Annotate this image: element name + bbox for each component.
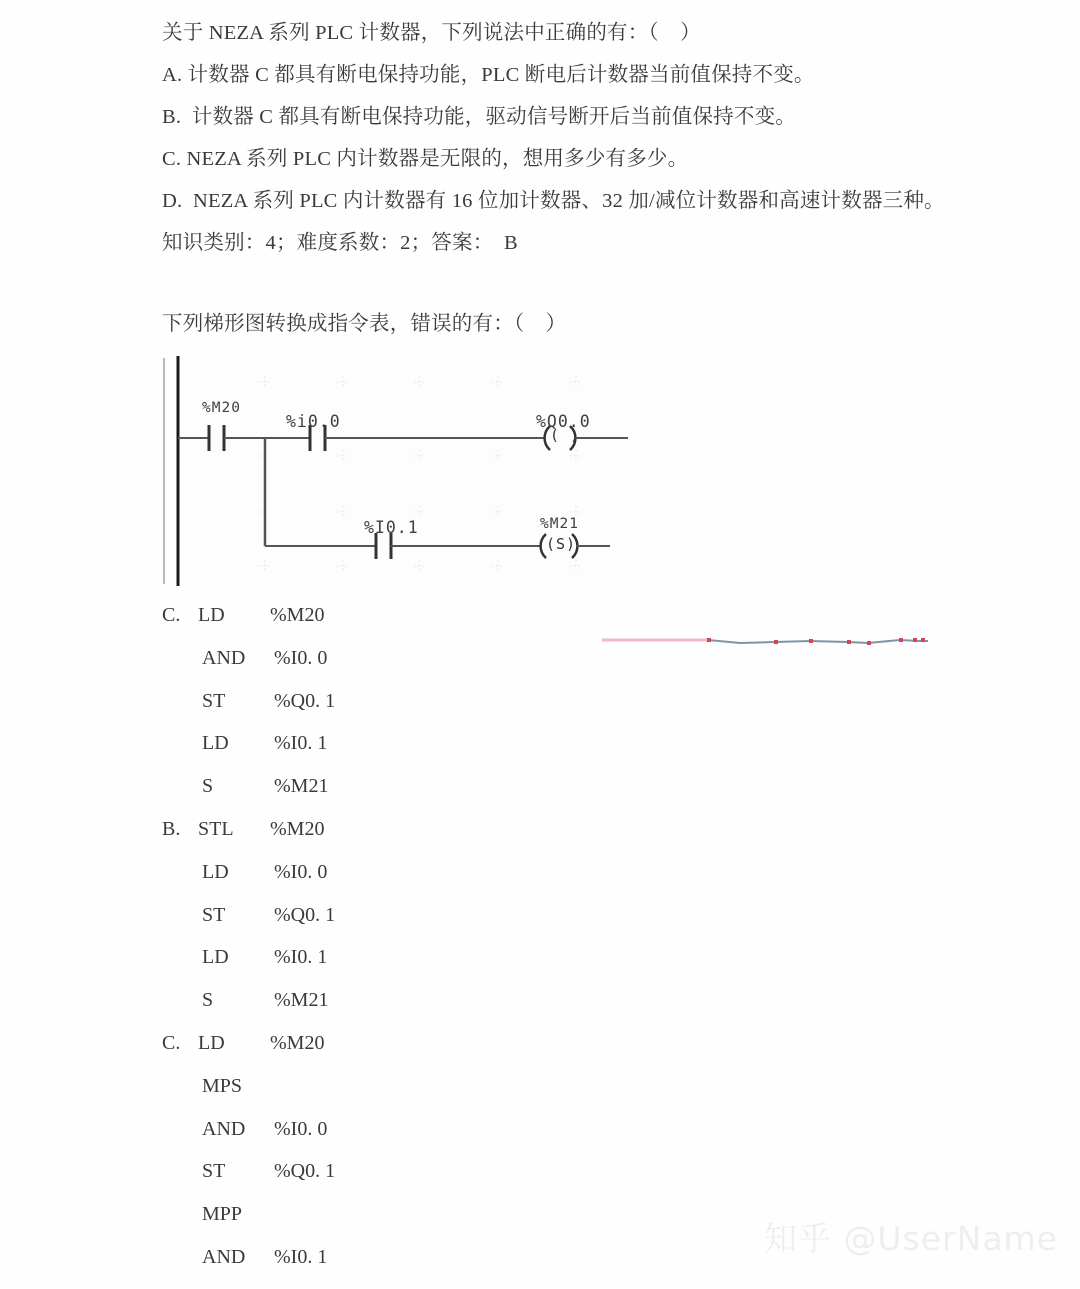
question-1-stem: 关于 NEZA 系列 PLC 计数器，下列说法中正确的有：（ ） (162, 22, 701, 44)
question-1-answer-meta: 知识类别：4；难度系数：2；答案： B (162, 232, 518, 254)
instruction-operand: %Q0. 1 (274, 1160, 336, 1183)
instruction-row (162, 732, 592, 775)
zhihu-watermark: 知乎 @UserName (763, 1219, 1058, 1258)
instruction-row (162, 647, 592, 690)
ladder-label-m21: %M21 (540, 516, 579, 532)
stray-sparkline (600, 628, 930, 650)
instruction-mnemonic: ST (202, 689, 226, 712)
instruction-operand: %I0. 0 (274, 646, 328, 669)
instruction-row (162, 904, 592, 947)
instruction-mnemonic: AND (202, 646, 246, 669)
question-2-stem: 下列梯形图转换成指令表，错误的有：（ ） (162, 313, 567, 335)
instruction-mnemonic: LD (198, 1031, 225, 1054)
instruction-operand: %M21 (274, 775, 329, 798)
instruction-row (162, 989, 592, 1032)
question-1-option-b: B. 计数器 C 都具有断电保持功能，驱动信号断开后当前值保持不变。 (162, 106, 796, 128)
ladder-coil-glyph-q00: ( ) (550, 426, 581, 444)
instruction-row (162, 818, 592, 861)
instruction-operand: %I0. 1 (274, 1245, 328, 1268)
instruction-operand: %I0. 1 (274, 946, 328, 969)
ladder-label-i00: %i0.0 (286, 412, 341, 431)
instruction-operand: %I0. 0 (274, 860, 328, 883)
instruction-operand: %M21 (274, 989, 329, 1012)
instruction-row (162, 1160, 592, 1203)
instruction-mnemonic: S (202, 775, 214, 798)
ladder-label-q00: %Q0.0 (536, 412, 591, 431)
question-2 (162, 303, 962, 345)
question-1-option-a: A. 计数器 C 都具有断电保持功能，PLC 断电后计数器当前值保持不变。 (162, 64, 815, 86)
ladder-coil-glyph-m21: (S) (546, 535, 577, 553)
instruction-operand: %M20 (270, 817, 325, 840)
question-1 (162, 12, 962, 264)
instruction-row (162, 1203, 592, 1246)
question-1-option-c: C. NEZA 系列 PLC 内计数器是无限的，想用多少有多少。 (162, 148, 689, 170)
instruction-mnemonic: LD (202, 860, 229, 883)
instruction-mnemonic: ST (202, 1160, 226, 1183)
instruction-operand: %I0. 0 (274, 1117, 328, 1140)
instruction-operand: %Q0. 1 (274, 689, 336, 712)
instruction-row (162, 946, 592, 989)
instruction-option-letter: C. (162, 1031, 181, 1054)
instruction-option-letter: B. (162, 817, 181, 840)
instruction-operand: %M20 (270, 1031, 325, 1054)
instruction-row (162, 1032, 592, 1075)
instruction-mnemonic: LD (198, 604, 225, 626)
instruction-operand: %Q0. 1 (274, 903, 336, 926)
ladder-circuit (158, 352, 638, 590)
instruction-mnemonic: AND (202, 1117, 246, 1140)
instruction-row (162, 1118, 592, 1161)
instruction-operand: %M20 (270, 604, 325, 626)
instruction-row (162, 775, 592, 818)
instruction-row (162, 690, 592, 733)
ladder-label-m20: %M20 (202, 400, 241, 416)
instruction-option-letter: C. (162, 604, 181, 626)
instruction-row (162, 861, 592, 904)
ladder-label-i01: %I0.1 (364, 518, 419, 537)
instruction-row (162, 1075, 592, 1118)
instruction-mnemonic: ST (202, 903, 226, 926)
instruction-row (162, 1246, 592, 1289)
instruction-mnemonic: MPP (202, 1203, 243, 1226)
instruction-mnemonic: LD (202, 946, 229, 969)
instruction-mnemonic: STL (198, 817, 234, 840)
instruction-mnemonic: AND (202, 1245, 246, 1268)
instruction-mnemonic: LD (202, 732, 229, 755)
instruction-mnemonic: MPS (202, 1074, 243, 1097)
sparkline-right-segment (708, 640, 928, 643)
instruction-operand: %I0. 1 (274, 732, 328, 755)
question-1-option-d: D. NEZA 系列 PLC 内计数器有 16 位加计数器、32 加/减位计数器和高速计数器三种。 (162, 190, 945, 212)
instruction-list-options (162, 604, 592, 1289)
instruction-mnemonic: S (202, 989, 214, 1012)
ladder-diagram (158, 352, 638, 590)
instruction-row (162, 604, 592, 647)
